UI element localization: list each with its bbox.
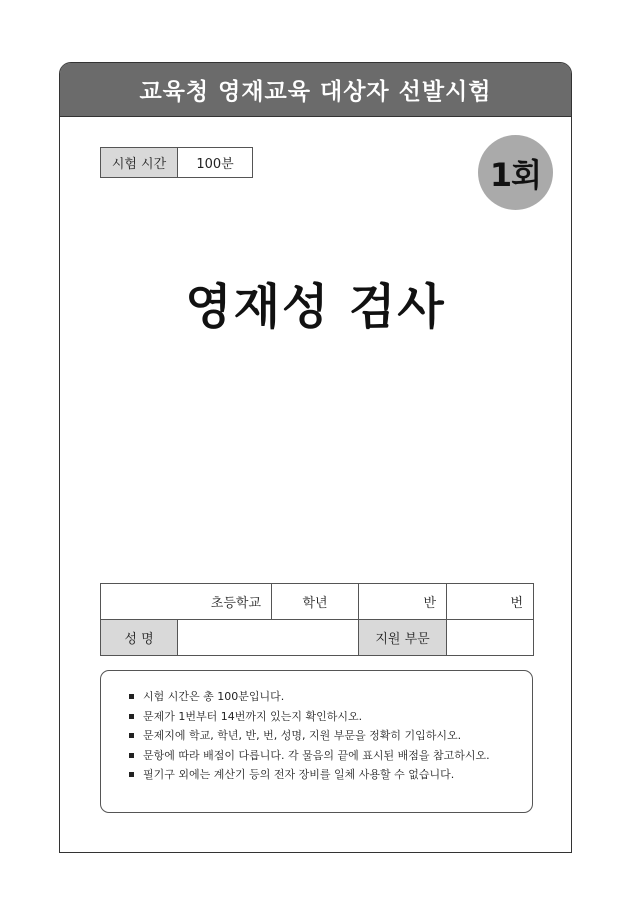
department-field[interactable] [447,620,534,656]
square-bullet-icon [129,772,134,777]
notice-text: 필기구 외에는 계산기 등의 전자 장비를 일체 사용할 수 없습니다. [143,768,455,781]
header-title: 교육청 영재교육 대상자 선발시험 [139,79,492,105]
student-info-table [100,583,534,656]
notice-item [129,746,532,766]
notice-item [129,687,532,707]
notice-list [129,687,532,785]
square-bullet-icon [129,694,134,699]
main-title: 영재성 검사 [185,279,446,335]
grade-field[interactable]: 학년 [272,584,359,620]
name-field[interactable] [178,620,359,656]
square-bullet-icon [129,714,134,719]
name-label: 성 명 [101,620,178,656]
notice-text: 문항에 따라 배점이 다릅니다. 각 물음의 끝에 표시된 배점을 참고하시오. [143,748,490,762]
notice-item [129,707,532,727]
exam-cover-frame [59,62,572,853]
school-field[interactable]: 초등학교 [101,584,272,620]
department-label: 지원 부문 [359,620,447,656]
notice-item [129,765,532,785]
notice-box [100,670,533,813]
square-bullet-icon [129,733,134,738]
notice-item [129,726,532,746]
exam-time-box [100,147,253,178]
notice-text: 문제가 1번부터 14번까지 있는지 확인하시오. [143,709,363,723]
notice-text: 문제지에 학교, 학년, 반, 번, 성명, 지원 부문을 정확히 기입하시오. [143,729,462,742]
exam-time-label: 시험 시간 [101,148,178,177]
class-field[interactable]: 반 [359,584,447,620]
school-row [101,584,534,620]
notice-text: 시험 시간은 총 100분입니다. [143,690,285,703]
square-bullet-icon [129,753,134,758]
round-badge: 1회 [478,135,553,210]
number-field[interactable]: 번 [447,584,534,620]
name-row [101,620,534,656]
exam-time-value: 100분 [196,157,234,172]
header-bar [60,63,571,117]
